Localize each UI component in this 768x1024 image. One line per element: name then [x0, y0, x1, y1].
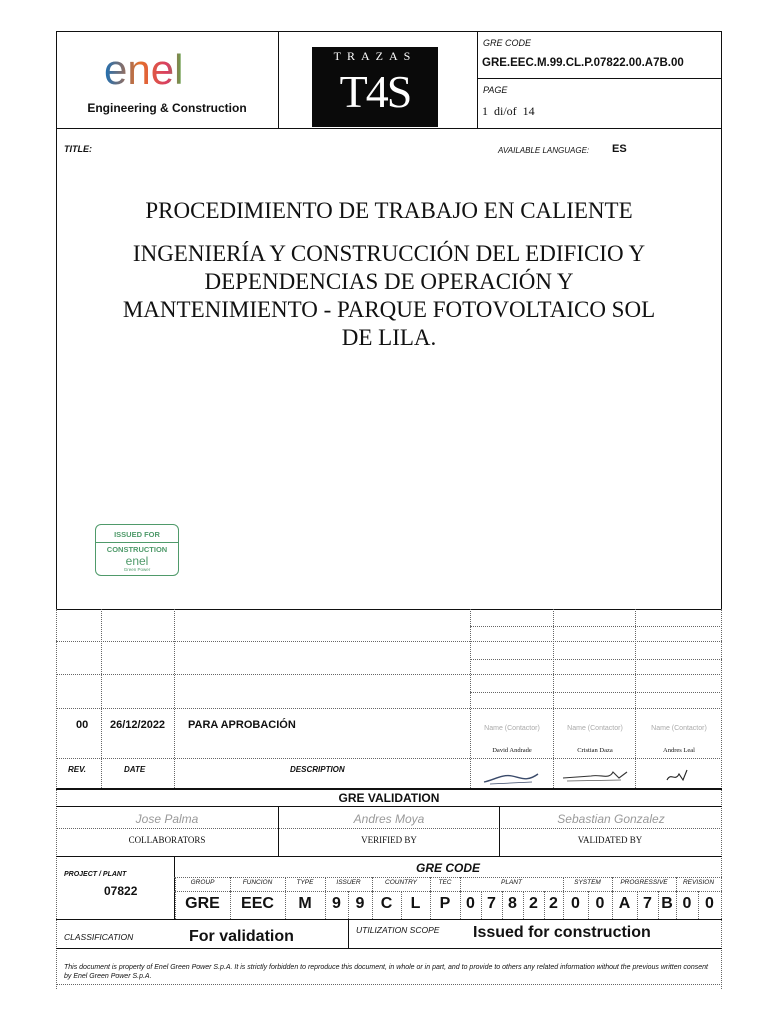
gre-code-field-value: L: [410, 895, 421, 912]
validator-name: Sebastian Gonzalez: [557, 812, 665, 826]
gre-code-field-value: 0: [682, 895, 692, 912]
gre-code-field-value: 7: [487, 895, 496, 912]
utilization-scope-value: Issued for construction: [473, 924, 651, 941]
gre-code-field-header: FUNCION: [242, 879, 273, 886]
title-label: TITLE:: [64, 144, 92, 154]
language-value: ES: [612, 143, 627, 155]
gre-code-field-value: 8: [508, 895, 517, 912]
document-title: PROCEDIMIENTO DE TRABAJO EN CALIENTE: [145, 198, 633, 223]
classification-label: CLASSIFICATION: [64, 932, 134, 942]
gre-code-field-value: GRE: [185, 895, 220, 912]
gre-code-field-header: ISSUER: [336, 879, 361, 886]
gre-code-field-header: TEC: [438, 879, 452, 886]
validated-by-label: VALIDATED BY: [577, 835, 643, 845]
gre-code-field-value: P: [439, 895, 451, 912]
col-description-label: DESCRIPTION: [290, 765, 345, 774]
project-plant-value: 07822: [104, 884, 138, 898]
gre-code-field-header: COUNTRY: [385, 879, 417, 886]
gre-code-field-value: 9: [355, 895, 365, 912]
name-placeholder: Name (Contactor): [567, 725, 623, 732]
gre-code-field-value: 0: [595, 895, 605, 912]
project-plant-label: PROJECT / PLANT: [64, 871, 127, 878]
rev-number: 00: [76, 719, 89, 731]
gre-code-field-value: 2: [529, 895, 538, 912]
gre-code-label: GRE CODE: [483, 38, 532, 48]
division-label: Engineering & Construction: [87, 101, 247, 115]
prepared-name: David Andrade: [492, 747, 532, 754]
gre-code-field-header: PROGRESSIVE: [620, 879, 668, 886]
language-label: AVAILABLE LANGUAGE:: [498, 146, 590, 155]
gre-code-field-value: EEC: [241, 895, 274, 912]
issued-for-construction-stamp: ISSUED FOR CONSTRUCTION enel Green Power: [95, 524, 179, 576]
verifier-name: Andres Moya: [353, 812, 425, 826]
gre-code-field-value: 0: [571, 895, 580, 912]
collaborator-name: Jose Palma: [135, 812, 199, 826]
verified-by-label: VERIFIED BY: [361, 835, 417, 845]
gre-code-field-value: 0: [466, 895, 475, 912]
gre-code-field-value: 2: [549, 895, 558, 912]
document-subtitle: INGENIERÍA Y CONSTRUCCIÓN DEL EDIFICIO Y DEPENDENCIAS DE OPERACIÓN Y MANTENIMIENTO - PARQUE FOTOVOLTAICO SOL DE LILA.: [122, 241, 656, 350]
page-label: PAGE: [483, 85, 508, 95]
gre-code-field-value: B: [661, 895, 673, 912]
trazas-mark: T4S: [339, 66, 411, 117]
classification-value: For validation: [189, 928, 294, 945]
gre-validation-title: GRE VALIDATION: [338, 791, 440, 805]
gre-code-field-header: TYPE: [296, 879, 314, 886]
gre-code-title: GRE CODE: [415, 861, 480, 875]
gre-code-field-header: REVISION: [682, 879, 715, 886]
signature-1: [482, 766, 542, 786]
name-placeholder: Name (Contactor): [484, 725, 540, 732]
approved-name: Andres Leal: [663, 747, 695, 754]
gre-code-field-value: 7: [643, 895, 652, 912]
gre-code-field-value: 0: [705, 895, 714, 912]
gre-code-field-header: GROUP: [190, 879, 215, 886]
name-placeholder: Name (Contactor): [651, 725, 707, 732]
gre-code-field-header: PLANT: [501, 879, 522, 886]
gre-code-field-value: C: [380, 895, 393, 912]
checked-name: Cristian Daza: [577, 747, 613, 754]
enel-logo: [104, 42, 224, 92]
svg-text:enel: enel: [104, 46, 184, 92]
gre-code-field-value: M: [298, 895, 312, 912]
trazas-logo: TRAZAS T4S: [312, 47, 438, 127]
rev-description: PARA APROBACIÓN: [188, 719, 296, 731]
utilization-scope-label: UTILIZATION SCOPE: [356, 925, 440, 935]
gre-code-field-value: 9: [332, 895, 341, 912]
gre-code-field-value: A: [618, 895, 631, 912]
gre-code-value: GRE.EEC.M.99.CL.P.07822.00.A7B.00: [482, 57, 684, 69]
col-rev-label: REV.: [68, 765, 86, 774]
signature-3: [663, 766, 703, 786]
col-date-label: DATE: [124, 765, 146, 774]
rev-date: 26/12/2022: [110, 719, 166, 731]
signature-2: [561, 766, 631, 786]
gre-code-field-header: SYSTEM: [574, 879, 601, 886]
ownership-disclaimer: This document is property of Enel Green Power S.p.A. It is strictly forbidden to reproduce this document, in whole or in part, and to provide to others any related information without the previous written consent by Enel Green Power S.p.A.: [64, 964, 708, 980]
collaborators-label: COLLABORATORS: [128, 835, 206, 845]
page-value: 1 di/of 14: [482, 104, 535, 118]
